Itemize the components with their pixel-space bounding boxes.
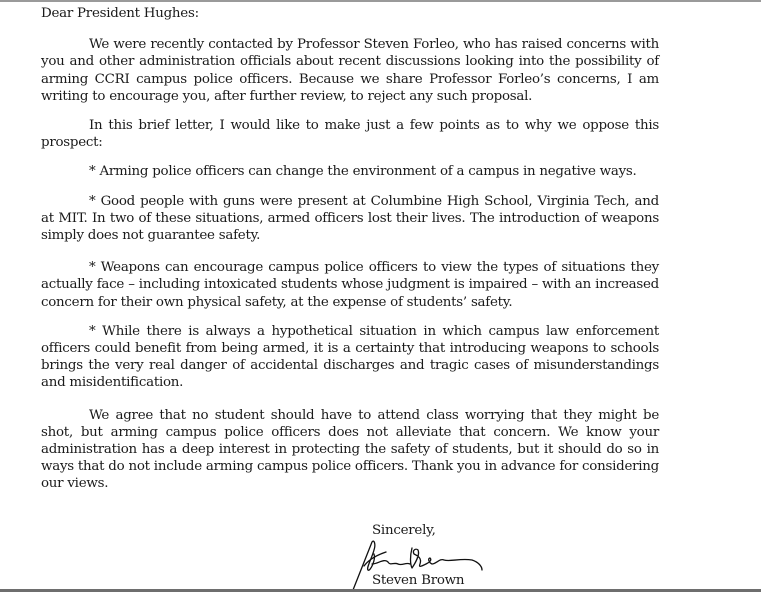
paragraph-conclusion: We agree that no student should have to attend class worrying that they might be shot, but arming campus police officers does not alleviate that concern. We know your administration has a deep interest in protecting the safety of students, but it should do so in ways that do not include arming campus police officers. Thank you in advance for considering our views. — [41, 407, 659, 492]
paragraph-intro: We were recently contacted by Professor Steven Forleo, who has raised concerns with you and other administration officials about recent discussions looking into the possibility of arming CCRI campus police officers. Because we share Professor Forleo’s concerns, I am writing to encourage you, after further review, to reject any such proposal. — [41, 37, 659, 104]
closing: Sincerely, — [372, 523, 436, 538]
point-weapons-encourage: * Weapons can encourage campus police officers to view the types of situations they actually face – including intoxicated students whose judgment is impaired – with an increased concern for their own physical safety, at the expense of students’ safety. — [41, 260, 659, 310]
point-good-people-with-guns: * Good people with guns were present at Columbine High School, Virginia Tech, and at MIT. In two of these situations, armed officers lost their lives. The introduction of weapons simply does not guarantee safety. — [41, 193, 659, 244]
point-hypothetical-situation: * While there is always a hypothetical situation in which campus law enforcement officers could benefit from being armed, it is a certainty that introducing weapons to schools brings the very real danger of accidental discharges and tragic cases of misunderstandings and misidentification. — [41, 323, 659, 391]
salutation: Dear President Hughes: — [41, 6, 199, 21]
letter-body — [41, 2, 659, 493]
paragraph-brief-letter: In this brief letter, I would like to make just a few points as to why we oppose this prospect: — [41, 118, 659, 151]
point-environment: * Arming police officers can change the environment of a campus in negative ways. — [89, 164, 637, 180]
signer-name: Steven Brown — [372, 573, 465, 588]
